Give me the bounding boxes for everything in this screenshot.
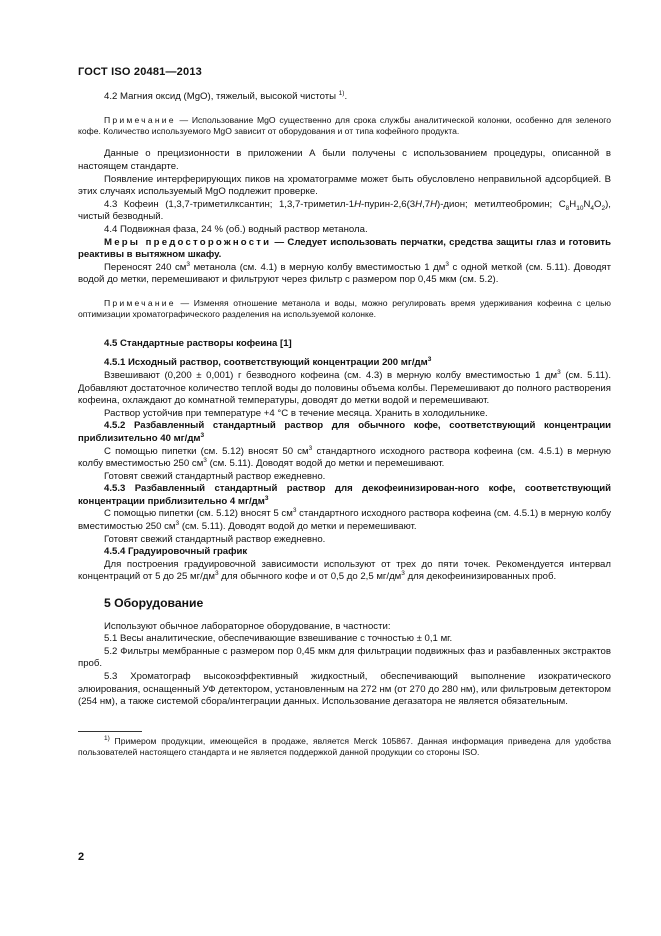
paragraph-interference: Появление интерферирующих пиков на хроматограмме может быть обусловлено неправильной адсорбцией. В этих случаях используемый MgO подлежит проверке. <box>78 173 611 198</box>
section-4-5-heading: 4.5 Стандартные растворы кофеина [1] <box>104 337 292 349</box>
paragraph-dilution-40: С помощью пипетки (см. 5.12) вносят 50 $см^3$ стандартного исходного раствора кофеина (см. 4.5.1) в мерную колбу вместимостью 250 $см^3$ (см. 5.11). Доводят водой до метки и перемешивают. <box>78 444 612 470</box>
paragraph-4-2: 4.2 Магния оксид (MgO), тяжелый, высокой чистоты $^{1)}$. <box>104 89 348 102</box>
paragraph-5-3: 5.3 Хроматограф высокоэффективный жидкостный, обеспечивающий выполнение изократического элюирования, оснащенный УФ детектором, установленным на 272 нм (от 270 до 280 нм), или фильтровым детектором (254 нм), а также системой сбора/интеграции данных. Использование дегазатора не является обязательным. <box>78 671 611 708</box>
note-2: Примечание — Изменяя отношение метанола и воды, можно регулировать время удерживания кофеина с целью оптимизации хроматографического разделения на используемой колонке. <box>78 297 611 320</box>
paragraph-calibration: Для построения градуировочной зависимости используют от трех до пяти точек. Рекомендуется интервал концентраций от 5 до 25 $мг/дм^3$ для обычного кофе и от 0,5 до 2,5 $мг/дм^3$ для декофеинизированных проб. <box>78 558 611 583</box>
paragraph-equipment-intro: Используют обычное лабораторное оборудование, в частности: <box>104 620 391 632</box>
note-1: Примечание — Использование MgO существенно для срока службы аналитической колонки, особенно для зеленого кофе. Количество используемого MgO зависит от оборудования и от типа кофейного продукта. <box>78 114 611 136</box>
section-4-5-1-heading: 4.5.1 Исходный раствор, соответствующий концентрации 200 $мг/дм^3$ <box>104 356 432 369</box>
section-5-heading: 5 Оборудование <box>104 596 204 611</box>
section-4-5-3-heading: 4.5.3 Разбавленный стандартный раствор для декофеинизирован-ного кофе, соответствующий концентрации приблизительно 4 $мг/дм^3$ <box>78 483 611 507</box>
paragraph-fresh-2: Готовят свежий стандартный раствор ежедневно. <box>104 533 326 545</box>
footnote: $^{1)}$ Примером продукции, имеющейся в продаже, является Merck 105867. Данная информация приведена для удобства пользователей настоящего стандарта и не является поддержкой данной продукции со стороны ISO. <box>78 734 611 758</box>
document-body <box>78 91 611 759</box>
section-4-5-2-heading: 4.5.2 Разбавленный стандартный раствор для обычного кофе, соответствующий концентрации приблизительно 40 $мг/дм^3$ <box>78 420 611 444</box>
section-4-5-4-heading: 4.5.4 Градуировочный график <box>104 546 248 558</box>
note-label: Примечание <box>104 114 176 125</box>
page-header: ГОСТ ISO 20481—2013 <box>78 66 202 78</box>
paragraph-5-1: 5.1 Весы аналитические, обеспечивающие взвешивание с точностью ± 0,1 мг. <box>104 633 453 645</box>
paragraph-4-3: 4.3 Кофеин (1,3,7-триметилксантин; 1,3,7-триметил-1H-пурин-2,6(3H,7H)-дион; метилтеобромин; $C_8H_{10}N_4O_2$), чистый безводный. <box>78 198 611 223</box>
paragraph-5-2: 5.2 Фильтры мембранные с размером пор 0,45 мкм для фильтрации подвижных фаз и разбавленных экстрактов проб. <box>78 645 611 670</box>
paragraph-4-4: 4.4 Подвижная фаза, 24 % (об.) водный раствор метанола. <box>104 223 368 235</box>
paragraph-stock-solution: Взвешивают (0,200 ± 0,001) г безводного кофеина (см. 4.3) в мерную колбу вместимостью 1 $дм^3$ (см. 5.11). Добавляют достаточное количество теплой воды до половины объема колбы. Перемешивают до полного растворения кофеина, охлаждают до комнатной температуры, доводят до метки водой и перемешивают. <box>78 368 611 407</box>
page-number: 2 <box>78 851 85 863</box>
paragraph-stability: Раствор устойчив при температуре +4 °C в течение месяца. Хранить в холодильнике. <box>104 407 488 419</box>
footnote-ref: 1) <box>338 89 345 97</box>
warning-paragraph: Меры предосторожности — Следует использовать перчатки, средства защиты глаз и готовить реактивы в вытяжном шкафу. <box>78 236 611 261</box>
paragraph-precision: Данные о прецизионности в приложении А были получены с использованием процедуры, описанной в настоящем стандарте. <box>78 148 611 172</box>
paragraph-fresh-1: Готовят свежий стандартный раствор ежедневно. <box>104 470 326 482</box>
paragraph-methanol: Переносят 240 $см^3$ метанола (см. 4.1) в мерную колбу вместимостью 1 $дм^3$ с одной меткой (см. 5.11). Доводят водой до метки, перемешивают и фильтруют через фильтр с размером пор 0,45 мкм (см. 5.2). <box>78 260 612 286</box>
footnote-divider <box>78 731 142 732</box>
paragraph-dilution-4: С помощью пипетки (см. 5.12) вносят 5 $см^3$ стандартного исходного раствора кофеина (см. 4.5.1) в мерную колбу вместимостью 250 $см^3$ (см. 5.11). Доводят водой до метки и перемешивают. <box>78 507 611 533</box>
